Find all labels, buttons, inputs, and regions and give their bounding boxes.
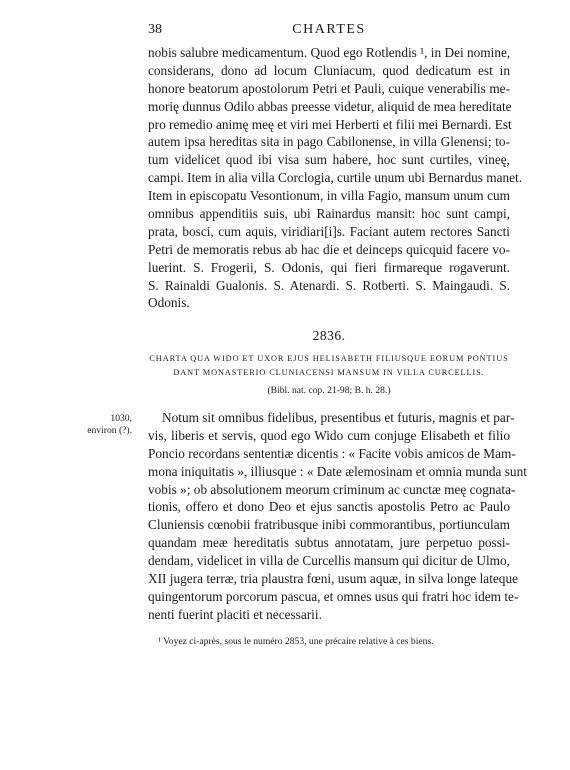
text-line: nobis salubre medicamentum. Quod ego Rotlendis ¹, in Dei nomine, — [148, 45, 511, 60]
text-line: omnibus appenditiis suis, ubi Rainardus mansit: hoc sunt campi, — [148, 206, 510, 222]
text-line: Poncio recordans sententiæ dicentis : « Facite vobis amicos de Mam- — [148, 445, 516, 461]
page-number: 38 — [148, 22, 162, 37]
margin-date: 1030, — [110, 413, 132, 424]
previous-charter-continuation — [148, 44, 523, 312]
text-line: quingentorum porcorum pascua, et omnes usus qui fratri hoc idem te- — [148, 588, 519, 604]
text-line: Cluniensis cœnobii fratribusque inibi commorantibus, portiunculam — [148, 517, 510, 533]
charter-number: 2836. — [312, 328, 346, 343]
text-line: vis, liberis et servis, quod ego Wido cum conjuge Elisabeth et filio — [148, 427, 510, 443]
text-line: Notum sit omnibus fidelibus, presentibus et futuris, magnis et par- — [162, 410, 515, 425]
text-line: autem ipsa hereditas sita in pago Cabilonense, in villa Glenensi; to- — [148, 134, 510, 150]
text-line: mona iniquitatis », illiusque : « Date ælemosinam et omnia munda sunt — [148, 463, 527, 479]
text-line: quandam meæ hereditatis subtus annotatam, jure perpetuo possi- — [148, 535, 510, 551]
footnote-divider — [148, 629, 208, 630]
text-line: considerans, dono ad locum Cluniacum, quod dedicatum est in — [148, 62, 510, 78]
source-reference: (Bibl. nat. cop. 21-98; B. h. 28.) — [267, 385, 391, 396]
text-line: morię dunnus Odilo abbas preesse videtur, aliquid de mea hereditate — [148, 98, 512, 114]
text-line: honore beatorum apostolorum Petri et Pauli, cuique venerabilis me- — [148, 80, 510, 96]
charter-text — [148, 409, 527, 624]
charter-heading — [148, 352, 510, 380]
text-line: tionis, offero et dono Deo et ejus sanctis apostolis Petro ac Paulo — [148, 499, 510, 515]
text-line: tum videlicet quod ibi visa sum habere, hoc sunt curtiles, vineę, — [148, 152, 510, 168]
charter-heading-line: DANT MONASTERIO CLUNIACENSI MANSUM IN VILLA CURCELLIS. — [173, 368, 485, 377]
text-line: Petri de memoratis rebus ab hac die et deinceps quicquid facere vo- — [148, 241, 510, 257]
text-line: S. Rainaldi Gualonis. S. Atenardi. S. Rotberti. S. Maingaudi. S. — [148, 277, 510, 293]
margin-approx: environ (?). — [87, 425, 132, 436]
running-head — [148, 22, 510, 42]
text-line: prata, bosci, cum aquis, viridiari[i]s. Faciant autem rectores Sancti — [148, 223, 510, 239]
text-line: vobis »; ob absolutionem meorum criminum ac cunctæ meę cognata- — [148, 481, 516, 497]
text-line: dendam, videlicet in villa de Curcellis mansum qui dicitur de Ulmo, — [148, 553, 510, 569]
charter-heading-line: CHARTA QUA WIDO ET UXOR EJUS HELISABETH FILIUSQUE EORUM PONTIUS — [149, 354, 509, 363]
text-line: luerint. S. Frogerii, S. Odonis, qui fieri firmareque rogaverunt. — [148, 259, 510, 275]
footnote: ¹ Voyez ci-après, sous le numéro 2853, une précaire relative à ces biens. — [158, 636, 434, 647]
text-line: campi. Item in alia villa Corclogia, curtile unum ubi Bernardus manet. — [148, 170, 523, 186]
text-line: nenti fuerint placiti et necessarii. — [148, 606, 322, 622]
text-line: Odonis. — [148, 295, 190, 311]
running-title: CHARTES — [292, 22, 366, 37]
text-line: XII jugera terræ, tria plaustra fœni, usum aquæ, in silva longe lateque — [148, 571, 518, 587]
margin-date-note — [46, 413, 132, 437]
text-line: Item in episcopatu Vesontionum, in villa Fagio, mansum unum cum — [148, 188, 510, 204]
text-line: pro remedio animę meę et viri mei Herberti et filii mei Bernardi. Est — [148, 116, 512, 132]
